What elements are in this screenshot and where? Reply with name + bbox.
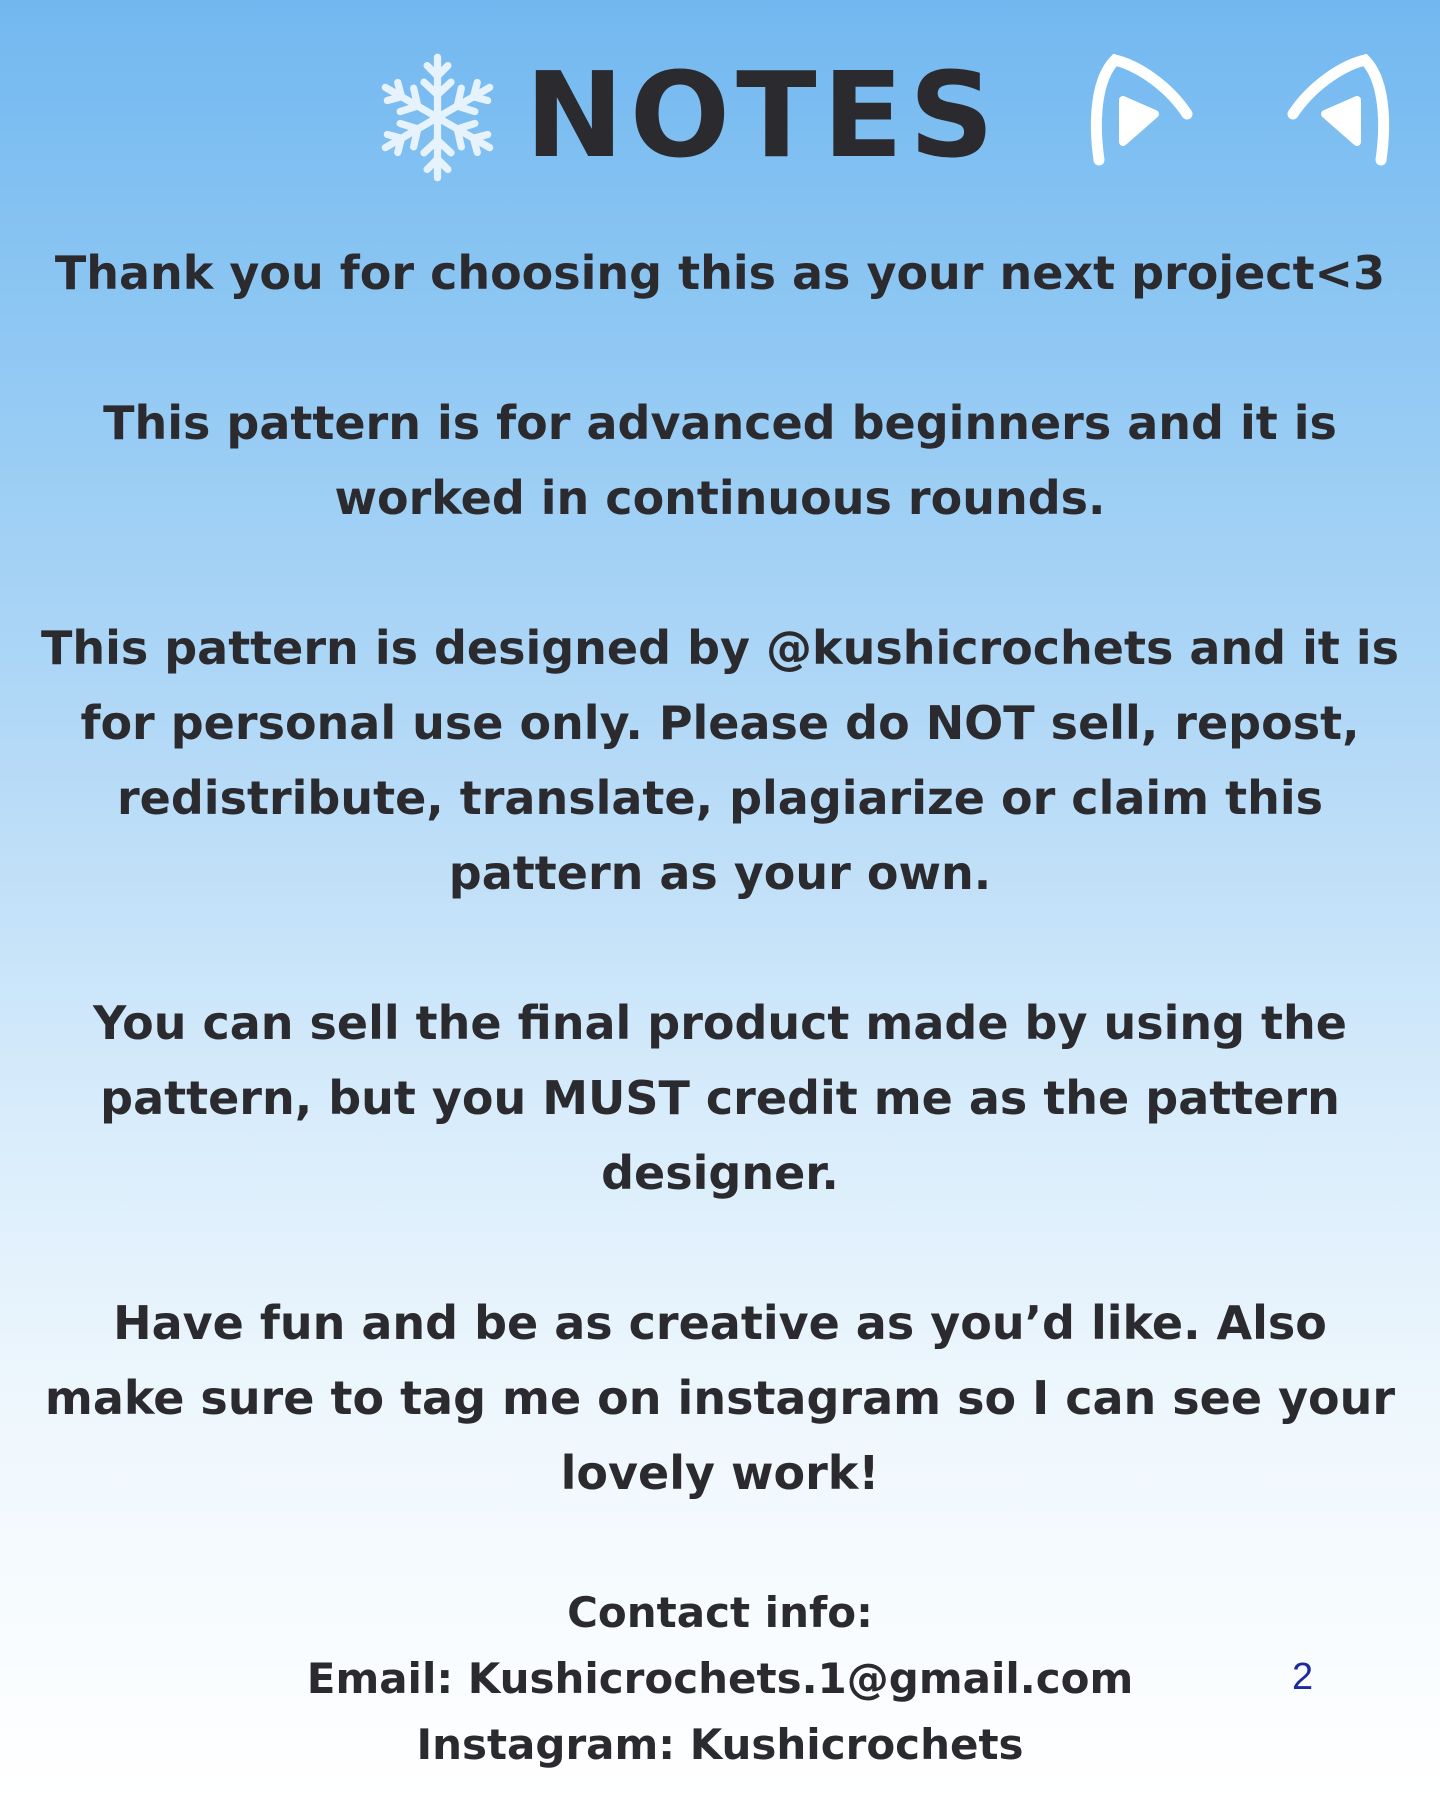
- header: [0, 20, 1440, 210]
- contact-instagram: Instagram: Kushicrochets: [416, 1720, 1024, 1769]
- notes-body: [40, 236, 1400, 1586]
- snowflake-icon: [375, 50, 500, 185]
- contact-info: [0, 1580, 1440, 1778]
- thank-you-note: Thank you for choosing this as your next project<3: [54, 246, 1386, 300]
- cat-ear-left-icon: [1085, 38, 1195, 168]
- selling-note: You can sell the final product made by using the pattern, but you MUST credit me as the pattern designer.: [93, 996, 1347, 1200]
- have-fun-note: Have fun and be as creative as you’d like. Also make sure to tag me on instagram so I can see your lovely work!: [44, 1296, 1396, 1500]
- skill-level-note: This pattern is for advanced beginners and it is worked in continuous rounds.: [103, 396, 1337, 525]
- copyright-note: This pattern is designed by @kushicrochets and it is for personal use only. Please do NOT sell, repost, redistribute, translate, plagiarize or claim this pattern as your own.: [40, 621, 1400, 900]
- contact-heading: Contact info:: [567, 1588, 873, 1637]
- cat-ear-right-icon: [1285, 38, 1395, 168]
- page-number: 2: [1292, 1656, 1314, 1698]
- contact-email: Email: Kushicrochets.1@gmail.com: [306, 1654, 1134, 1703]
- page-title: NOTES: [525, 46, 1001, 184]
